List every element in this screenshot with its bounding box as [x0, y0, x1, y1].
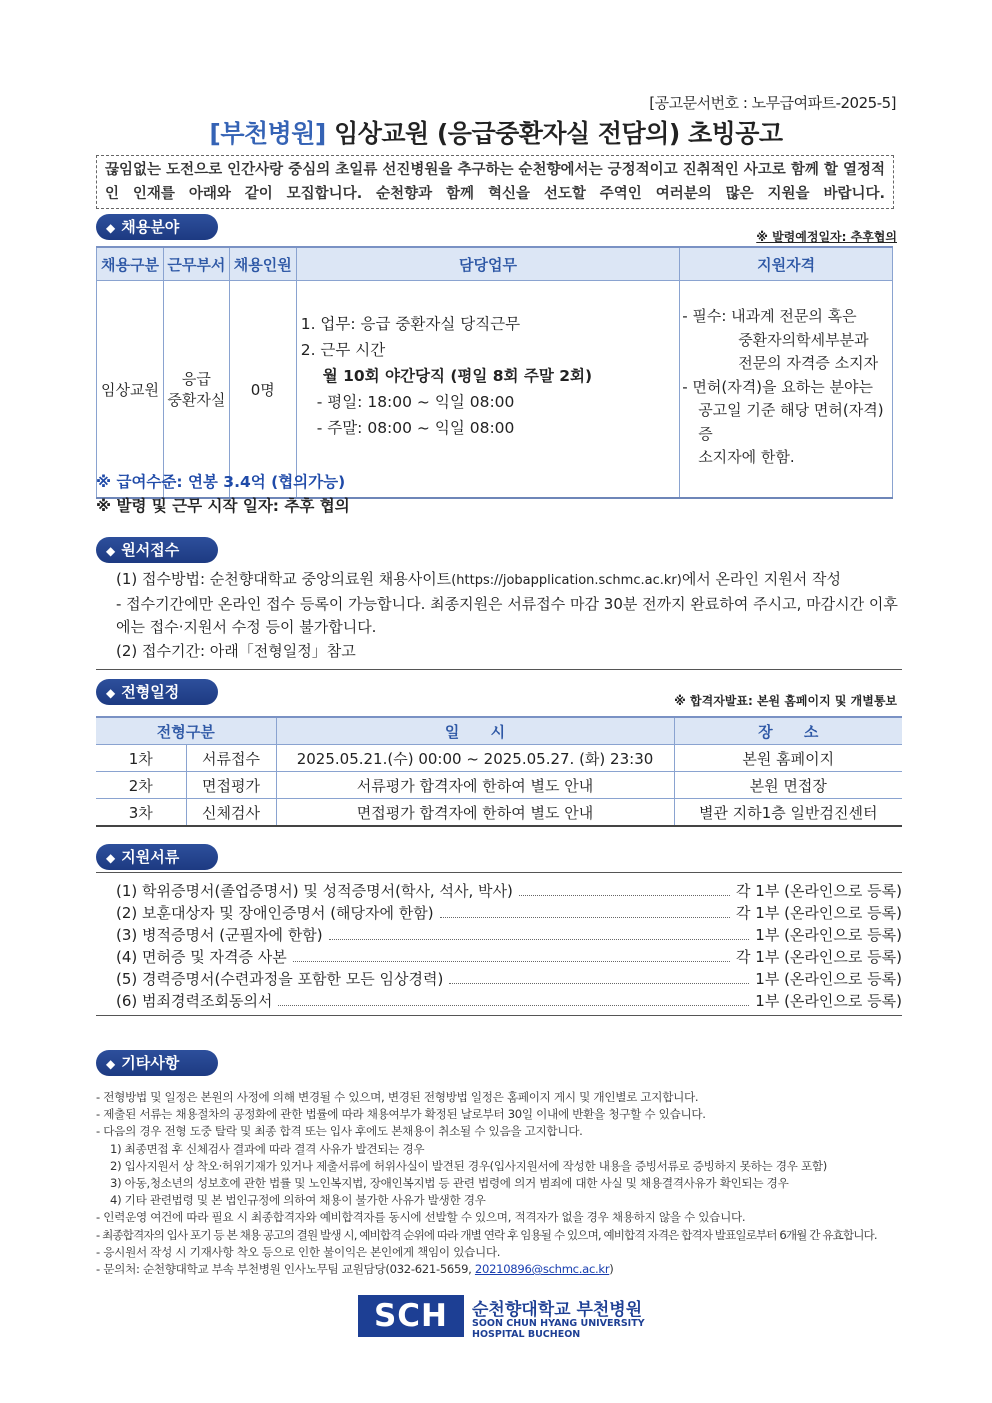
- apply-line-3: (2) 접수기간: 아래「전형일정」참고: [116, 641, 356, 660]
- leader-dots: [519, 884, 730, 896]
- header-type: 채용구분: [97, 247, 164, 281]
- apply-line-2: - 접수기간에만 온라인 접수 등록이 가능합니다. 최종지원은 서류접수 마감 30분 전까지 완료하여 주시고, 마감시간 이후에는 접수·지원서 수정 등이 불가합니다.: [116, 594, 898, 636]
- contact-email-link[interactable]: 20210896@schmc.ac.kr: [474, 1262, 610, 1277]
- schedule-note: ※ 합격자발표: 본원 홈페이지 및 개별통보: [674, 694, 897, 708]
- header-duty: 담당업무: [296, 247, 679, 281]
- cell-dept: [163, 281, 229, 499]
- apply-method: (1) 접수방법: 순천향대학교 중앙의료원 채용사이트: [116, 570, 452, 588]
- etc-line: - 응시원서 작성 시 기재사항 착오 등으로 인한 불이익은 본인에게 책임이 있습니다.: [96, 1244, 501, 1259]
- document-number: [공고문서번호 : 노무급여파트-2025-5]: [649, 94, 896, 112]
- diamond-icon: ◆: [106, 544, 116, 558]
- section-schedule: [96, 679, 218, 705]
- duty-line-bold: 월 10회 야간당직 (평일 8회 주말 2회): [322, 367, 593, 385]
- qual-line: - 필수: 내과계 전문의 혹은: [682, 307, 857, 325]
- leader-dots: [278, 994, 749, 1006]
- doc-qty: 각 1부 (온라인으로 등록): [736, 947, 902, 966]
- duty-line: - 주말: 08:00 ~ 익일 08:00: [316, 419, 515, 437]
- sch-logo-mark: SCH: [358, 1295, 464, 1337]
- header-step: 전형구분: [96, 717, 276, 745]
- apply-url-link[interactable]: (https://jobapplication.schmc.ac.kr): [451, 573, 682, 588]
- doc-qty: 1부 (온라인으로 등록): [755, 925, 902, 944]
- doc-name: (6) 범죄경력조회동의서: [116, 991, 273, 1010]
- cell-place: 별관 지하1층 일반검진센터: [674, 799, 902, 827]
- etc-sub-line: 1) 최종면접 후 신체검사 결과에 따라 결격 사유가 발견되는 경우: [110, 1141, 425, 1156]
- etc-sub-line: 2) 입사지원서 상 착오·허위기재가 있거나 제출서류에 허위사실이 발견된 경우(입사지원서에 작성한 내용을 증빙서류로 증빙하지 못하는 경우 포함): [110, 1158, 827, 1173]
- cell-step: 1차: [96, 745, 186, 772]
- doc-qty: 각 1부 (온라인으로 등록): [736, 903, 902, 922]
- leader-dots: [329, 928, 750, 940]
- documents-list: [96, 872, 902, 1016]
- list-item: [96, 945, 902, 967]
- qual-line: 공고일 기준 해당 면허(자격)증: [698, 401, 884, 443]
- section-recruit-title: 채용분야: [121, 218, 180, 236]
- cell-type: 임상교원: [97, 281, 164, 499]
- logo-en-line1: SOON CHUN HYANG UNIVERSITY: [472, 1318, 645, 1329]
- dept-line1: 응급: [181, 370, 211, 388]
- table-row: [96, 745, 902, 772]
- qual-line: 전문의 자격증 소지자: [738, 354, 879, 372]
- etc-line: - 다음의 경우 전형 도중 탈락 및 최종 합격 또는 입사 후에도 본채용이 취소될 수 있음을 고지합니다.: [96, 1124, 583, 1139]
- section-etc: [96, 1050, 218, 1076]
- section-apply: [96, 537, 218, 563]
- table-row: [96, 799, 902, 827]
- logo-english-name: [472, 1318, 645, 1340]
- recruit-table: [96, 246, 893, 499]
- etc-block: [96, 1089, 896, 1278]
- section-schedule-title: 전형일정: [121, 683, 180, 701]
- doc-name: (2) 보훈대상자 및 장애인증명서 (해당자에 한함): [116, 903, 434, 922]
- cell-date: 서류평가 합격자에 한하여 별도 안내: [276, 772, 674, 799]
- doc-name: (1) 학위증명서(졸업증명서) 및 성적증명서(학사, 석사, 박사): [116, 881, 513, 900]
- diamond-icon: ◆: [106, 221, 116, 235]
- recruit-header-row: [97, 247, 893, 281]
- etc-line: - 제출된 서류는 채용절차의 공정화에 관한 법률에 따라 채용여부가 확정된 날로부터 30일 이내에 반환을 청구할 수 있습니다.: [96, 1107, 706, 1122]
- doc-name: (4) 면허증 및 자격증 사본: [116, 947, 287, 966]
- duty-line: 2. 근무 시간: [300, 341, 386, 359]
- cell-name: 신체검사: [186, 799, 276, 827]
- qual-line: - 면허(자격)을 요하는 분야는: [682, 377, 873, 396]
- doc-qty: 1부 (온라인으로 등록): [755, 969, 902, 988]
- cell-step: 3차: [96, 799, 186, 827]
- start-note: ※ 발령 및 근무 시작 일자: 추후 협의: [96, 497, 350, 515]
- etc-line: - 전형방법 및 일정은 본원의 사정에 의해 변경될 수 있으며, 변경된 전형방법 일정은 홈페이지 게시 및 개인별로 고지합니다.: [96, 1090, 699, 1104]
- etc-sub-line: 3) 아동,청소년의 성보호에 관한 법률 및 노인복지법, 장애인복지법 등 관련 법령에 의거 범죄에 대한 사실 및 채용결격사유가 확인되는 경우: [110, 1176, 789, 1191]
- qual-line: 중환자의학세부분과: [738, 330, 869, 349]
- title-hospital: [부천병원]: [209, 119, 326, 148]
- header-qual: 지원자격: [680, 247, 893, 281]
- header-count: 채용인원: [229, 247, 296, 281]
- title-text: 임상교원 (응급중환자실 전담의) 초빙공고: [325, 119, 783, 148]
- doc-qty: 각 1부 (온라인으로 등록): [736, 881, 902, 900]
- cell-date: 2025.05.21.(수) 00:00 ~ 2025.05.27. (화) 23:30: [276, 745, 674, 772]
- list-item: [96, 901, 902, 923]
- list-item: [96, 989, 902, 1011]
- leader-dots: [440, 906, 730, 918]
- schedule-table: [96, 716, 902, 827]
- cell-step: 2차: [96, 772, 186, 799]
- logo-en-line2: HOSPITAL BUCHEON: [472, 1329, 581, 1340]
- recruit-row: [97, 281, 893, 499]
- duty-line: 1. 업무: 응급 중환자실 당직근무: [300, 315, 521, 333]
- header-date: 일 시: [276, 717, 674, 745]
- list-item: [96, 879, 902, 901]
- etc-line: - 인력운영 여건에 따라 필요 시 최종합격자와 예비합격자를 동시에 선발할 수 있으며, 적격자가 없을 경우 채용하지 않을 수 있습니다.: [96, 1210, 746, 1225]
- list-item: [96, 967, 902, 989]
- apply-method-tail: 에서 온라인 지원서 작성: [681, 570, 842, 588]
- section-recruit: [96, 214, 218, 240]
- qual-line: 소지자에 한함.: [698, 448, 795, 466]
- section-documents: [96, 844, 218, 870]
- cell-name: 면접평가: [186, 772, 276, 799]
- recruit-note: ※ 발령예정일자: 추후협의: [756, 230, 897, 244]
- page-title: [0, 114, 992, 150]
- doc-name: (3) 병적증명서 (군필자에 한함): [116, 925, 323, 944]
- contact-suffix: ): [609, 1262, 614, 1277]
- contact-line: [96, 1261, 896, 1278]
- leader-dots: [293, 950, 730, 962]
- list-item: [96, 923, 902, 945]
- cell-place: 본원 면접장: [674, 772, 902, 799]
- diamond-icon: ◆: [106, 851, 116, 865]
- diamond-icon: ◆: [106, 1057, 116, 1071]
- duty-line: - 평일: 18:00 ~ 익일 08:00: [316, 393, 515, 411]
- salary-note: ※ 급여수준: 연봉 3.4억 (협의가능): [96, 473, 346, 491]
- header-dept: 근무부서: [163, 247, 229, 281]
- section-documents-title: 지원서류: [121, 848, 180, 866]
- header-place: 장 소: [674, 717, 902, 745]
- cell-date: 면접평가 합격자에 한하여 별도 안내: [276, 799, 674, 827]
- section-etc-title: 기타사항: [121, 1054, 180, 1072]
- cell-place: 본원 홈페이지: [674, 745, 902, 772]
- apply-line-1: [96, 568, 902, 593]
- table-row: [96, 772, 902, 799]
- schedule-header-row: [96, 717, 902, 745]
- logo-korean-name: 순천향대학교 부천병원: [472, 1300, 643, 1320]
- leader-dots: [449, 972, 749, 984]
- doc-qty: 1부 (온라인으로 등록): [755, 991, 902, 1010]
- cell-qual: [680, 281, 893, 499]
- dept-line2: 중환자실: [167, 391, 226, 409]
- etc-line: - 최종합격자의 입사 포기 등 본 채용 공고의 결원 발생 시, 예비합격 순위에 따라 개별 연락 후 임용될 수 있으며, 예비합격 자격은 합격자 발표일로부터 6개월 간 유효합니다.: [96, 1227, 877, 1242]
- contact-text: - 문의처: 순천향대학교 부속 부천병원 인사노무팀 교원담당(032-621-5659,: [96, 1262, 475, 1277]
- apply-block: [96, 568, 902, 670]
- cell-count: 0명: [229, 281, 296, 499]
- diamond-icon: ◆: [106, 686, 116, 700]
- etc-sub-line: 4) 기타 관련법령 및 본 법인규정에 의하여 채용이 불가한 사유가 발생한 경우: [110, 1193, 486, 1208]
- cell-name: 서류접수: [186, 745, 276, 772]
- doc-name: (5) 경력증명서(수련과정을 포함한 모든 임상경력): [116, 969, 444, 988]
- intro-box: 끊임없는 도전으로 인간사랑 중심의 초일류 선진병원을 추구하는 순천향에서는 긍정적이고 진취적인 사고로 함께 할 열정적인 인재를 아래와 같이 모집합니다. 순천향과 함께 혁신을 선도할 주역인 여러분의 많은 지원을 바랍니다.: [96, 155, 894, 209]
- cell-duty: [296, 281, 679, 499]
- section-apply-title: 원서접수: [121, 541, 180, 559]
